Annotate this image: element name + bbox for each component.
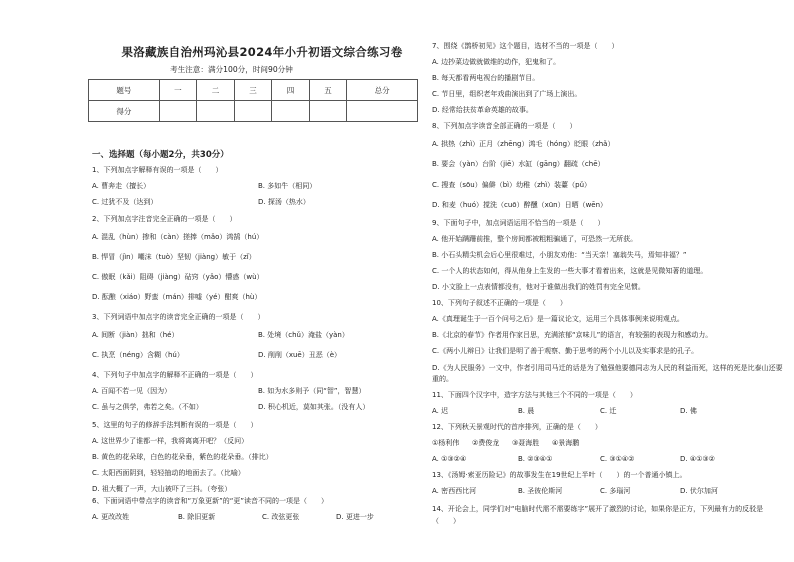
score-header-cell: 一	[159, 80, 197, 101]
question-11-option-b[interactable]: B. 晨	[518, 407, 535, 415]
question-9-option-c[interactable]: C. 一个人的状态如何，得从他身上生发的一些大事才看着出来，这就是见微知著的道理。	[432, 267, 708, 275]
question-11-option-a[interactable]: A. 迟	[432, 407, 449, 415]
question-3-option-c[interactable]: C. 执烹（néng）含糊（hú）	[92, 351, 184, 359]
question-4-option-d[interactable]: D. 积心机近，莫如其张。（没有人）	[258, 403, 370, 411]
question-1: 1、下列加点字解释有误的一项是（ ）	[92, 166, 223, 174]
score-cell[interactable]	[159, 101, 197, 122]
question-12-option-b[interactable]: B. ②③④①	[518, 455, 553, 463]
question-4-option-b[interactable]: B. 如为水多则予（同“智”，智慧）	[258, 387, 366, 395]
question-10-option-c[interactable]: C.《两小儿辩日》让我们是明了善于观察、勤于思考的两个小儿以及实事求是的孔子。	[432, 347, 699, 355]
score-header-cell: 总分	[347, 80, 418, 101]
question-7: 7、围绕《鹊桥初见》这个题目，选材不当的一项是（ ）	[432, 42, 619, 50]
score-header-cell: 二	[197, 80, 235, 101]
score-table-header-row	[89, 80, 418, 101]
question-12-item-2: ②费俊龙	[472, 439, 500, 447]
question-4-option-c[interactable]: C. 虽与之俱学，弗若之矣。（不如）	[92, 403, 203, 411]
score-header-cell: 四	[272, 80, 310, 101]
question-10-option-d[interactable]: D.《为人民服务》一文中，作者引用司马迁的话是为了勉强他要德同志为人民的利益而死，这样的死是比泰山还要重的。	[432, 364, 783, 383]
question-2-option-c[interactable]: C. 傲眠（kǎi）阻碍（jiàng）砧窍（yǎo）懵惑（wù）	[92, 273, 264, 281]
question-8-option-a[interactable]: A. 拱热（zhì）正月（zhēng）鸿毛（hóng）眨眼（zhǎ）	[432, 140, 615, 148]
question-6-option-b[interactable]: B. 除旧更新	[178, 513, 216, 521]
question-9-option-a[interactable]: A. 他开始蹒跚前推，整个房间都被粗粗骗通了，可恐然一无所获。	[432, 235, 638, 243]
score-cell[interactable]	[347, 101, 418, 122]
question-13-option-a[interactable]: A. 密西西比河	[432, 487, 477, 495]
score-table	[88, 79, 418, 122]
question-7-option-c[interactable]: C. 节日里，组织老年戏曲演出到了广场上演出。	[432, 90, 582, 98]
question-1-option-d[interactable]: D. 探汤（热水）	[258, 198, 310, 206]
score-cell[interactable]	[234, 101, 272, 122]
question-3-option-d[interactable]: D. 削削（xuē）丑恶（è）	[258, 351, 342, 359]
question-10: 10、下列句子叙述不正确的一项是（ ）	[432, 299, 567, 307]
question-2: 2、下列加点字注音完全正确的一项是（ ）	[92, 215, 237, 223]
question-8-option-d[interactable]: D. 和麦（huó）搅洗（cuō）醉醺（xūn）日晒（wēn）	[432, 201, 608, 209]
question-2-option-b[interactable]: B. 悍冒（jìn）嘲沫（tuò）坚韧（jiàng）敏于（zǐ）	[92, 253, 256, 261]
question-12-item-4: ④景海鹏	[552, 439, 580, 447]
question-13-option-c[interactable]: C. 多瑙河	[600, 487, 631, 495]
question-11: 11、下面四个汉字中，造字方法与其他三个不同的一项是（ ）	[432, 391, 637, 399]
question-12-item-1: ①杨利伟	[432, 439, 460, 447]
question-1-option-b[interactable]: B. 多如牛（相同）	[258, 182, 317, 190]
question-10-option-b[interactable]: B.《北京的春节》作者用作家吕思，充满浓郁“京味儿”的语言，有较强的表现力和感动力。	[432, 331, 713, 339]
question-7-option-d[interactable]: D. 经常给扶贫革命英雄的故事。	[432, 106, 533, 114]
question-6-option-c[interactable]: C. 改弦更张	[262, 513, 300, 521]
score-row-label: 得分	[89, 101, 160, 122]
question-12-option-d[interactable]: D. ④①③②	[680, 455, 715, 463]
question-3-option-b[interactable]: B. 处境（chǔ）淹盐（yàn）	[258, 331, 349, 339]
question-8-option-c[interactable]: C. 搜查（sōu）偏僻（bì）幼稚（zhì）装薹（pǔ）	[432, 181, 592, 189]
question-13-option-d[interactable]: D. 伏尔加河	[680, 487, 718, 495]
question-12-option-c[interactable]: C. ③①④②	[600, 455, 635, 463]
question-7-option-b[interactable]: B. 每天都看两电视台的播剧节目。	[432, 74, 540, 82]
question-14: 14、开论会上，同学们对“电脑时代需不需要练字”展开了激烈的讨论，如果你是正方，下列最有力的反驳是（ ）	[432, 505, 764, 525]
question-5-option-a[interactable]: A. 这世界少了谁都一样，我将离离开吧？（反问）	[92, 437, 249, 445]
score-header-cell: 五	[309, 80, 347, 101]
question-10-option-a[interactable]: A.《真理诞生于一百个问号之后》是一篇议论文，运用三个具体事例来说明观点。	[432, 315, 684, 323]
score-table-score-row	[89, 101, 418, 122]
question-13: 13、《汤姆·索亚历险记》的故事发生在19世纪上半叶（ ）的一个普通小镇上。	[432, 471, 687, 479]
question-5-option-c[interactable]: C. 太阳西面阴到，轻轻抽动的地面去了。（比喻）	[92, 469, 245, 477]
question-5: 5、这里的句子的修辞手法判断有误的一项是（ ）	[92, 421, 258, 429]
question-1-option-c[interactable]: C. 过犹不及（达到）	[92, 198, 158, 206]
question-1-option-a[interactable]: A. 曹奔走（擅长）	[92, 182, 151, 190]
score-cell[interactable]	[309, 101, 347, 122]
question-8-option-b[interactable]: B. 要会（yàn）台阶（jiē）水缸（gāng）翻疏（chē）	[432, 160, 605, 168]
question-9: 9、下面句子中，加点词语运用不恰当的一项是（ ）	[432, 219, 605, 227]
score-header-cell: 题号	[89, 80, 160, 101]
score-cell[interactable]	[272, 101, 310, 122]
question-6: 6、下面词语中带点字的读音和“万象更新”的“更”读音不同的一项是（ ）	[92, 497, 328, 505]
question-2-option-a[interactable]: A. 混乱（hùn）掺和（càn）搓捧（mǎo）鸿鹄（hú）	[92, 233, 264, 241]
question-4-option-a[interactable]: A. 百闻不若一见（因为）	[92, 387, 172, 395]
exam-notice: 考生注意：满分100分，时间90分钟	[170, 65, 293, 74]
question-13-option-b[interactable]: B. 圣彼伦斯河	[518, 487, 563, 495]
question-8: 8、下列加点字读音全部正确的一项是（ ）	[432, 122, 577, 130]
question-11-option-c[interactable]: C. 迁	[600, 407, 617, 415]
question-5-option-d[interactable]: D. 祖大概了一声，大山被吓了三抖。（夸张）	[92, 485, 232, 493]
question-7-option-a[interactable]: A. 边抄菜边做就做维的动作，犯鬼和了。	[432, 58, 561, 66]
score-header-cell: 三	[234, 80, 272, 101]
page-title: 果洛藏族自治州玛沁县2024年小升初语文综合练习卷	[121, 45, 403, 59]
question-6-option-a[interactable]: A. 更改改姓	[92, 513, 130, 521]
question-12-item-3: ③聂海胜	[512, 439, 540, 447]
question-4: 4、下列句子中加点字的解释不正确的一项是（ ）	[92, 371, 258, 379]
question-12: 12、下列秋天景观时代的首序排列，正确的是（ ）	[432, 423, 602, 431]
question-9-option-b[interactable]: B. 小石头精尖机会后心里很难过，小朋友劝他：“当天亲！塞翁失马，焉知非福？”	[432, 251, 687, 259]
question-11-option-d[interactable]: D. 佛	[680, 407, 697, 415]
question-6-option-d[interactable]: D. 更进一步	[336, 513, 374, 521]
question-9-option-d[interactable]: D. 小文脸上一点表情都没有，他对于谁做出我们的姓罚有完全见惯。	[432, 283, 645, 291]
score-cell[interactable]	[197, 101, 235, 122]
question-2-option-d[interactable]: D. 酝酿（xiáo）野蛮（mán）排嘘（yé）酣爽（hù）	[92, 293, 262, 301]
question-5-option-b[interactable]: B. 黄色的花朵球，白色的花朵垂，紫色的花朵垂。（排比）	[92, 453, 273, 461]
question-3-option-a[interactable]: A. 间断（jiàn）拙和（hé）	[92, 331, 179, 339]
section-heading: 一、选择题（每小题2分，共30分）	[92, 150, 229, 160]
question-3: 3、下列词语中加点字的读音完全正确的一项是（ ）	[92, 313, 265, 321]
question-12-option-a[interactable]: A. ①③②④	[432, 455, 467, 463]
